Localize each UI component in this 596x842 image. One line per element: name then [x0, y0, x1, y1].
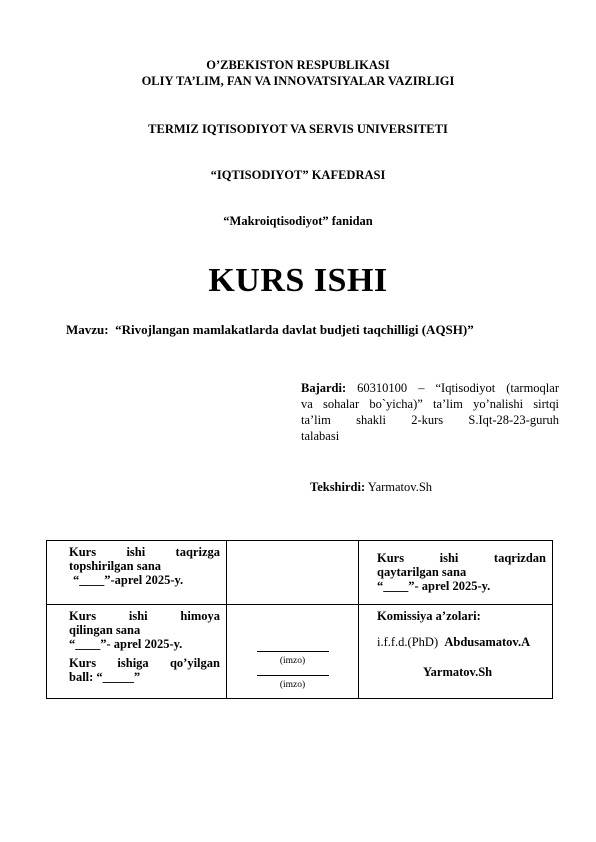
commission-member-2: Yarmatov.Sh: [423, 665, 493, 679]
performer-line-3: ta’lim shakli 2-kurs S.Iqt-28-23-guruh: [301, 413, 559, 427]
republic-heading: O’ZBEKISTON RESPUBLIKASI: [206, 58, 390, 72]
performer-line-2: va sohalar bo`yicha)” ta’lim yo’nalishi sirtqi: [301, 397, 559, 411]
signature-table: [46, 540, 553, 699]
subject-heading: “Makroiqtisodiyot” fanidan: [223, 214, 373, 228]
defense-cell: Kurs ishi himoya qilingan sana “____”- aprel 2025-y. Kurs ishiga qo’yilgan ball: “_____”: [47, 605, 227, 699]
signature-line: [257, 651, 329, 652]
performer-block: [301, 380, 559, 444]
topic-line: [66, 322, 566, 338]
performer-line-1: Bajardi: 60310100 – “Iqtisodiyot (tarmoqlar: [301, 381, 559, 395]
department-heading: “IQTISODIYOT” KAFEDRASI: [210, 168, 386, 182]
signature-label-2: (imzo): [279, 680, 306, 690]
empty-cell: [227, 541, 359, 605]
signature-line: [257, 675, 329, 676]
ministry-heading: OLIY TA’LIM, FAN VA INNOVATSIYALAR VAZIRLIGI: [141, 74, 455, 88]
performer-label: Bajardi:: [301, 381, 347, 395]
signatures-cell: [227, 605, 359, 699]
checker-name: Yarmatov.Sh: [367, 480, 433, 494]
checker-block: [310, 480, 432, 495]
table-row: [47, 541, 553, 605]
performer-line-4: talabasi: [301, 429, 340, 443]
review-returned-cell: Kurs ishi taqrizdan qaytarilgan sana “____”- aprel 2025-y.: [359, 541, 553, 605]
topic-label: Mavzu:: [66, 322, 109, 337]
document-title: KURS ISHI: [208, 262, 388, 299]
checker-label: Tekshirdi:: [310, 480, 366, 494]
commission-label: Komissiya a’zolari:: [377, 609, 481, 623]
topic-value: “Rivojlangan mamlakatlarda davlat budjeti taqchilligi (AQSH)”: [115, 322, 474, 337]
review-submitted-cell: Kurs ishi taqrizga topshirilgan sana “____”-aprel 2025-y.: [47, 541, 227, 605]
commission-member-1: i.f.f.d.(PhD) Abdusamatov.A: [377, 635, 531, 649]
commission-cell: [359, 605, 553, 699]
table-row: [47, 605, 553, 699]
university-heading: TERMIZ IQTISODIYOT VA SERVIS UNIVERSITETI: [148, 122, 448, 136]
signature-label-1: (imzo): [279, 656, 306, 666]
